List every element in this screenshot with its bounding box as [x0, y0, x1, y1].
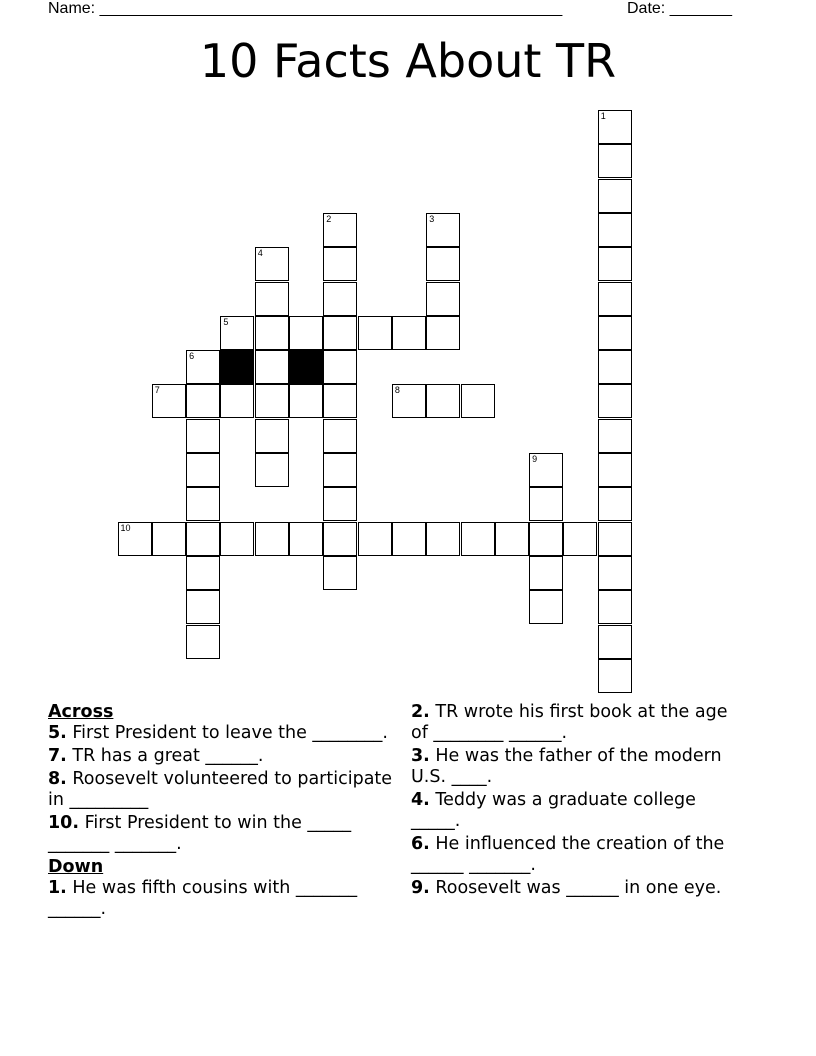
down-heading: Down	[48, 857, 104, 877]
crossword-cell[interactable]	[289, 316, 323, 350]
crossword-cell[interactable]	[255, 384, 289, 418]
clue-number: 4	[257, 248, 263, 259]
crossword-cell[interactable]	[186, 556, 220, 590]
page-title: 10 Facts About TR	[199, 34, 617, 88]
crossword-cell[interactable]	[323, 350, 357, 384]
crossword-cell[interactable]	[186, 384, 220, 418]
crossword-cell[interactable]	[529, 590, 563, 624]
crossword-cell[interactable]	[323, 419, 357, 453]
crossword-cell[interactable]	[358, 522, 392, 556]
crossword-cell[interactable]	[598, 522, 632, 556]
down-clue-list-continued	[411, 702, 741, 899]
crossword-cell[interactable]	[289, 384, 323, 418]
crossword-cell[interactable]	[186, 419, 220, 453]
crossword-cell[interactable]	[186, 590, 220, 624]
date-field-label: Date: _______	[627, 0, 732, 17]
clue-number: 9	[532, 454, 538, 464]
crossword-cell[interactable]	[323, 556, 357, 590]
crossword-cell[interactable]	[118, 522, 152, 556]
clue-text: TR wrote his first book at the age of ________ ______.	[411, 702, 728, 743]
clue-number: 10	[120, 522, 131, 533]
crossword-cell[interactable]	[598, 282, 632, 316]
clue-number-label: 1.	[48, 878, 67, 898]
clue-item	[411, 834, 741, 876]
crossword-cell[interactable]	[186, 522, 220, 556]
crossword-cell[interactable]	[255, 419, 289, 453]
crossword-cell[interactable]	[598, 453, 632, 487]
crossword-cell[interactable]	[598, 384, 632, 418]
clue-number-label: 2.	[411, 702, 430, 722]
crossword-cell[interactable]	[152, 384, 186, 418]
clue-item	[411, 878, 741, 899]
crossword-cell[interactable]	[598, 179, 632, 213]
crossword-cell[interactable]	[323, 213, 357, 247]
clues-left-column	[48, 702, 393, 922]
crossword-cell[interactable]	[186, 625, 220, 659]
crossword-cell[interactable]	[598, 659, 632, 693]
clue-text: Roosevelt was ______ in one eye.	[429, 878, 722, 898]
crossword-cell[interactable]	[529, 453, 563, 487]
clue-number-label: 4.	[411, 790, 430, 810]
crossword-cell[interactable]	[255, 247, 289, 281]
crossword-cell[interactable]	[152, 522, 186, 556]
clue-number-label: 5.	[48, 723, 67, 743]
crossword-cell[interactable]	[598, 350, 632, 384]
clue-text: Teddy was a graduate college _____.	[411, 790, 696, 831]
crossword-cell[interactable]	[255, 522, 289, 556]
clue-text: He was the father of the modern U.S. ____.	[411, 746, 722, 787]
crossword-cell[interactable]	[529, 522, 563, 556]
clue-text: TR has a great ______.	[66, 746, 264, 766]
crossword-cell[interactable]	[323, 487, 357, 521]
clue-item	[411, 702, 741, 744]
crossword-cell[interactable]	[495, 522, 529, 556]
clue-item	[411, 746, 741, 788]
clue-number-label: 10.	[48, 813, 80, 833]
clue-item	[48, 746, 393, 767]
crossword-cell[interactable]	[186, 487, 220, 521]
crossword-cell[interactable]	[289, 522, 323, 556]
crossword-cell[interactable]	[392, 316, 426, 350]
crossword-cell[interactable]	[426, 247, 460, 281]
crossword-black-cell	[289, 350, 323, 384]
clue-text: Roosevelt volunteered to participate in _________	[48, 769, 393, 810]
clue-text: He was fifth cousins with _______ ______.	[48, 878, 358, 919]
crossword-cell[interactable]	[426, 316, 460, 350]
crossword-cell[interactable]	[255, 350, 289, 384]
crossword-cell[interactable]	[186, 453, 220, 487]
crossword-cell[interactable]	[598, 110, 632, 144]
clue-number: 7	[154, 385, 160, 396]
clue-number: 6	[189, 351, 195, 362]
clue-number-label: 3.	[411, 746, 430, 766]
crossword-cell[interactable]	[220, 384, 254, 418]
clue-number: 8	[394, 385, 400, 396]
crossword-cell[interactable]	[323, 316, 357, 350]
crossword-cell[interactable]	[323, 522, 357, 556]
crossword-cell[interactable]	[255, 316, 289, 350]
across-clue-list	[48, 723, 393, 855]
crossword-cell[interactable]	[255, 453, 289, 487]
crossword-cell[interactable]	[598, 247, 632, 281]
crossword-cell[interactable]	[323, 453, 357, 487]
name-field-label: Name: ____________________________________________________	[48, 0, 563, 17]
clue-number-label: 7.	[48, 746, 67, 766]
clue-text: First President to leave the ________.	[66, 723, 388, 743]
crossword-cell[interactable]	[323, 247, 357, 281]
crossword-cell[interactable]	[426, 384, 460, 418]
clue-item	[48, 813, 393, 855]
crossword-cell[interactable]	[358, 316, 392, 350]
crossword-black-cell	[220, 350, 254, 384]
clue-item	[48, 723, 393, 744]
crossword-cell[interactable]	[529, 487, 563, 521]
crossword-cell[interactable]	[426, 522, 460, 556]
clue-text: First President to win the _____ _______ _______.	[48, 813, 352, 854]
crossword-cell[interactable]	[529, 556, 563, 590]
clue-number-label: 8.	[48, 769, 67, 789]
crossword-cell[interactable]	[598, 213, 632, 247]
crossword-cell[interactable]	[220, 316, 254, 350]
crossword-cell[interactable]	[598, 625, 632, 659]
crossword-cell[interactable]	[323, 282, 357, 316]
clues-right-column	[411, 702, 741, 901]
crossword-cell[interactable]	[426, 282, 460, 316]
crossword-cell[interactable]	[598, 590, 632, 624]
crossword-cell[interactable]	[598, 487, 632, 521]
crossword-cell[interactable]	[323, 384, 357, 418]
crossword-cell[interactable]	[426, 213, 460, 247]
clue-item	[48, 878, 393, 920]
crossword-cell[interactable]	[186, 350, 220, 384]
crossword-cell[interactable]	[563, 522, 597, 556]
crossword-cell[interactable]	[598, 144, 632, 178]
clue-number: 2	[326, 213, 332, 224]
crossword-cell[interactable]	[392, 384, 426, 418]
crossword-cell[interactable]	[461, 522, 495, 556]
clue-item	[411, 790, 741, 832]
crossword-cell[interactable]	[598, 316, 632, 350]
clue-number: 5	[223, 316, 229, 327]
clue-item	[48, 769, 393, 811]
crossword-cell[interactable]	[598, 419, 632, 453]
clue-number-label: 6.	[411, 834, 430, 854]
crossword-cell[interactable]	[598, 556, 632, 590]
crossword-cell[interactable]	[392, 522, 426, 556]
clue-number: 1	[600, 111, 606, 121]
clue-number-label: 9.	[411, 878, 430, 898]
down-clue-list	[48, 878, 393, 920]
clue-text: He influenced the creation of the ______ _______.	[411, 834, 725, 875]
clue-number: 3	[429, 213, 435, 224]
crossword-cell[interactable]	[461, 384, 495, 418]
across-heading: Across	[48, 702, 114, 722]
crossword-cell[interactable]	[255, 282, 289, 316]
crossword-cell[interactable]	[220, 522, 254, 556]
